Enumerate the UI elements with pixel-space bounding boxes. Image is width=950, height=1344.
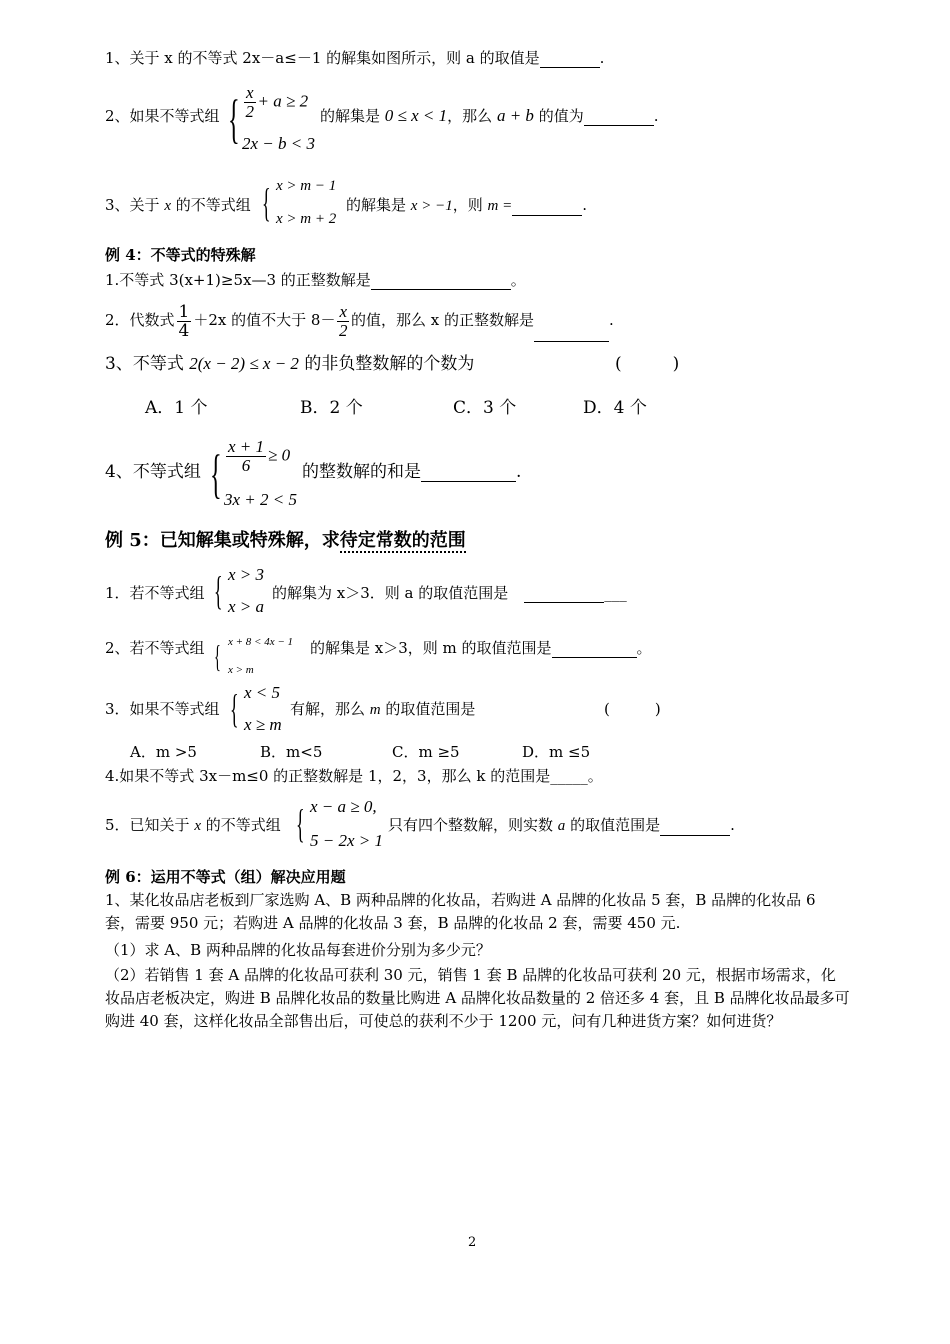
ex5-question-3-rest: 有解，那么 m 的取值范围是 ( ) (290, 700, 661, 718)
ex5-q3-option-b[interactable]: B．m<5 (260, 743, 323, 761)
ex5-question-1: 1．若不等式组 (105, 584, 205, 602)
ex5-q3-option-c[interactable]: C．m ≥5 (392, 743, 460, 761)
ex6-subquestion-2: （2）若销售 1 套 A 品牌的化妆品可获利 30 元，销售 1 套 B 品牌的化妆品可获利 20 元，根据市场需求，化妆品店老板决定，购进 B 品牌化妆品的数量比购进 A 品牌化妆品数量的 2 倍还多 4 套，且 B 品牌化妆品最多可购进 40 套，这样化妆品全部售出后，可使总的获利不少于 1200 元，问有几种进货方案？如何进货？ (105, 966, 850, 1030)
inequality-system-ex5-5: { x − a ≥ 0, 5 − 2x > 1 (296, 797, 383, 850)
example-6-heading: 例 6：运用不等式（组）解决应用题 (105, 868, 346, 886)
ex4-question-3: 3、不等式 2(x − 2) ≤ x − 2 的非负整数解的个数为 ( ) (105, 354, 680, 374)
ex5-q3-option-d[interactable]: D．m ≤5 (522, 743, 591, 761)
ex5-question-4: 4.如果不等式 3x－m≤0 的正整数解是 1，2，3，那么 k 的范围是_____。 (105, 767, 603, 785)
inequality-system-3: { x > m − 1 x > m + 2 (262, 178, 337, 227)
ex5-question-3: 3．如果不等式组 (105, 700, 220, 718)
answer-blank[interactable] (524, 586, 604, 603)
page-number: 2 (468, 1235, 477, 1250)
ex4-q3-option-a[interactable]: A．1 个 (145, 398, 208, 418)
question-3-label: 3、关于 x 的不等式组 (105, 196, 251, 214)
ex5-question-2-rest: 的解集是 x＞3，则 m 的取值范围是 。 (310, 639, 652, 657)
ex4-question-2: 2．代数式 $\frac{1}{4}$ ＋2x 的值不大于 8－ $\frac{x}{2}$ 的值，那么 x 的正整数解是 . (105, 301, 614, 341)
inequality-system-2: { $\frac{x}{2}$ + a ≥ 2 2x − b < 3 (228, 83, 315, 153)
ex4-question-4-rest: 的整数解的和是 . (302, 462, 522, 482)
ex4-question-1: 1.不等式 3(x+1)≥5x—3 的正整数解是 。 (105, 271, 526, 289)
question-2-rest: 的解集是 0 ≤ x < 1，那么 a + b 的值为 . (320, 106, 659, 125)
answer-blank[interactable] (552, 641, 637, 658)
answer-blank[interactable] (540, 51, 600, 68)
left-brace: { (262, 180, 271, 225)
answer-blank[interactable] (584, 109, 654, 126)
ex4-question-4-label: 4、不等式组 (105, 462, 201, 482)
left-brace: { (296, 801, 305, 846)
answer-blank[interactable] (421, 465, 516, 482)
ex4-q3-option-c[interactable]: C．3 个 (453, 398, 517, 418)
ex5-question-1-rest: 的解集为 x＞3．则 a 的取值范围是 ___ (272, 584, 627, 602)
ex6-problem-statement: 1、某化妆品店老板到厂家选购 A、B 两种品牌的化妆品，若购进 A 品牌的化妆品 5 套，B 品牌的化妆品 6 套，需要 950 元；若购进 A 品牌的化妆品 3 套，B 品牌的化妆品 2 套，需要 450 元. (105, 891, 816, 932)
left-brace: { (214, 638, 221, 674)
inequality-system-ex5-3: { x < 5 x ≥ m (230, 683, 282, 734)
left-brace: { (228, 89, 240, 149)
answer-blank[interactable] (660, 819, 730, 836)
ex5-q3-option-a[interactable]: A．m >5 (130, 743, 197, 761)
inequality-system-ex4-4: { $\frac{x + 1}{6}$ ≥ 0 3x + 2 < 5 (210, 437, 297, 509)
answer-paren[interactable]: ( ) (615, 354, 680, 374)
ex5-question-5: 5．已知关于 x 的不等式组 (105, 816, 281, 834)
left-brace: { (214, 568, 223, 613)
ex6-subquestion-1: （1）求 A、B 两种品牌的化妆品每套进价分别为多少元？ (105, 941, 491, 959)
ex5-question-5-rest: 只有四个整数解，则实数 a 的取值范围是 . (388, 816, 735, 834)
question-2-label: 2、如果不等式组 (105, 107, 220, 125)
inequality-system-ex5-1: { x > 3 x > a (214, 565, 265, 616)
answer-blank[interactable] (512, 199, 582, 216)
left-brace: { (230, 686, 239, 731)
question-3-rest: 的解集是 x > −1，则 m = . (346, 196, 587, 214)
ex5-question-2: 2、若不等式组 (105, 639, 205, 657)
inequality-system-ex5-2: { x + 8 < 4x − 1 x > m (214, 636, 294, 676)
example-5-heading: 例 5：已知解集或特殊解，求待定常数的范围 (105, 530, 466, 551)
answer-blank[interactable] (534, 325, 609, 342)
answer-paren[interactable]: ( ) (604, 700, 661, 718)
ex4-q3-option-d[interactable]: D．4 个 (583, 398, 647, 418)
ex4-q3-option-b[interactable]: B．2 个 (300, 398, 363, 418)
answer-blank[interactable] (371, 273, 511, 290)
left-brace: { (210, 444, 222, 504)
example-4-heading: 例 4：不等式的特殊解 (105, 246, 256, 264)
question-1: 1、关于 x 的不等式 2x－a≤－1 的解集如图所示，则 a 的取值是 . (105, 49, 605, 67)
